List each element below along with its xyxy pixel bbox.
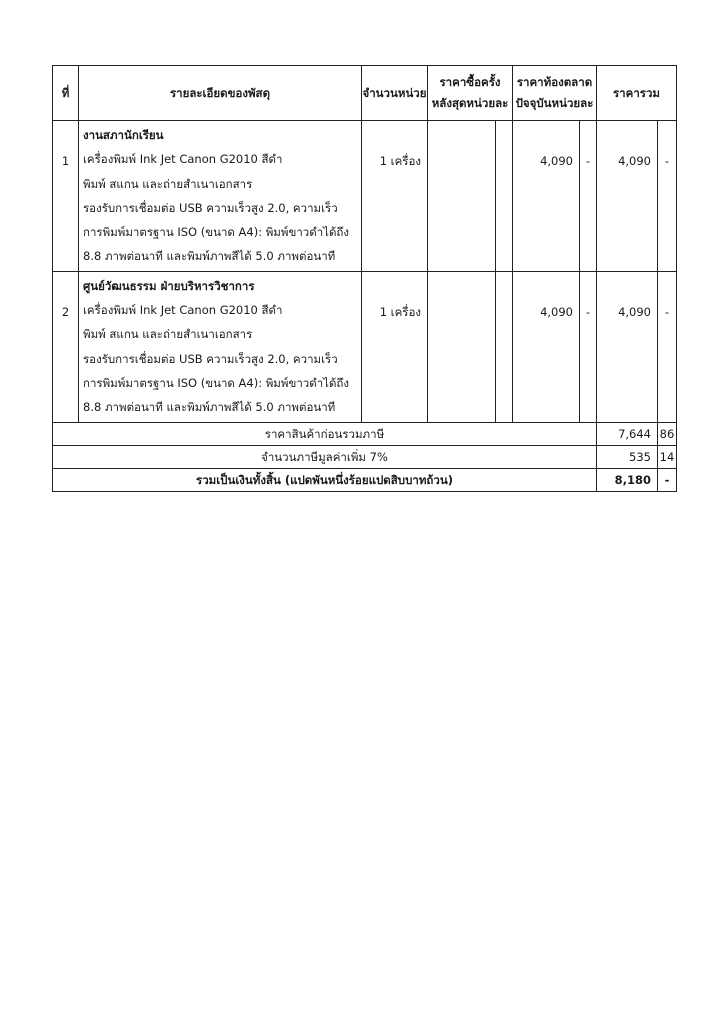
subtotal-baht: 7,644 [597,422,658,445]
spec-line: การพิมพ์มาตรฐาน ISO (ขนาด A4): พิมพ์ขาวดำได้ถึง [83,225,350,240]
subtotal-satang: 86 [658,422,677,445]
total-satang: - [658,271,677,422]
spec-line: เครื่องพิมพ์ Ink Jet Canon G2010 สีดำ [83,303,283,318]
spec-line: รองรับการเชื่อมต่อ USB ความเร็วสูง 2.0, ความเร็ว [83,351,338,366]
spec-line: เครื่องพิมพ์ Ink Jet Canon G2010 สีดำ [83,152,283,167]
header-row [53,66,677,121]
grand-total-satang: - [658,468,677,491]
last-price-baht [428,121,496,272]
department-name: งานสภานักเรียน [83,128,164,142]
item-qty: 1 เครื่อง [362,121,428,272]
spec-line: การพิมพ์มาตรฐาน ISO (ขนาด A4): พิมพ์ขาวดำได้ถึง [83,375,350,390]
spec-line: 8.8 ภาพต่อนาที และพิมพ์ภาพสีได้ 5.0 ภาพต่อนาที [83,249,336,264]
total-baht: 4,090 [597,121,658,272]
last-price-baht [428,271,496,422]
vat-satang: 14 [658,445,677,468]
header-no: ที่ [53,66,79,121]
total-baht: 4,090 [597,271,658,422]
header-market-price: ราคาท้องตลาด ปัจจุบันหน่วยละ [513,66,597,121]
header-total: ราคารวม [597,66,677,121]
spec-line: พิมพ์ สแกน และถ่ายสำเนาเอกสาร [83,327,253,342]
department-name: ศูนย์วัฒนธรรม ฝ่ายบริหารวิชาการ [83,278,255,293]
subtotal-label: ราคาสินค้าก่อนรวมภาษี [53,422,597,445]
vat-baht: 535 [597,445,658,468]
subtotal-row [53,422,677,445]
row-number: 1 [53,121,79,272]
vat-row [53,445,677,468]
table-row [53,121,677,272]
quotation-table [52,65,677,492]
market-price-satang: - [580,271,597,422]
market-price-satang: - [580,121,597,272]
row-number: 2 [53,271,79,422]
item-detail [79,271,362,422]
spec-line: 8.8 ภาพต่อนาที และพิมพ์ภาพสีได้ 5.0 ภาพต่อนาที [83,400,336,415]
market-price-baht: 4,090 [513,271,580,422]
table-row [53,271,677,422]
header-detail: รายละเอียดของพัสดุ [79,66,362,121]
grand-total-baht: 8,180 [597,468,658,491]
vat-label: จำนวนภาษีมูลค่าเพิ่ม 7% [53,445,597,468]
item-detail [79,121,362,272]
spec-line: รองรับการเชื่อมต่อ USB ความเร็วสูง 2.0, ความเร็ว [83,200,338,215]
header-last-price: ราคาซื้อครั้ง หลังสุดหน่วยละ [428,66,513,121]
item-qty: 1 เครื่อง [362,271,428,422]
total-satang: - [658,121,677,272]
grand-total-row [53,468,677,491]
grand-total-label: รวมเป็นเงินทั้งสิ้น (แปดพันหนึ่งร้อยแปดสิบบาทถ้วน) [53,468,597,491]
header-qty: จำนวนหน่วย [362,66,428,121]
spec-line: พิมพ์ สแกน และถ่ายสำเนาเอกสาร [83,176,253,191]
last-price-satang [496,271,513,422]
market-price-baht: 4,090 [513,121,580,272]
last-price-satang [496,121,513,272]
